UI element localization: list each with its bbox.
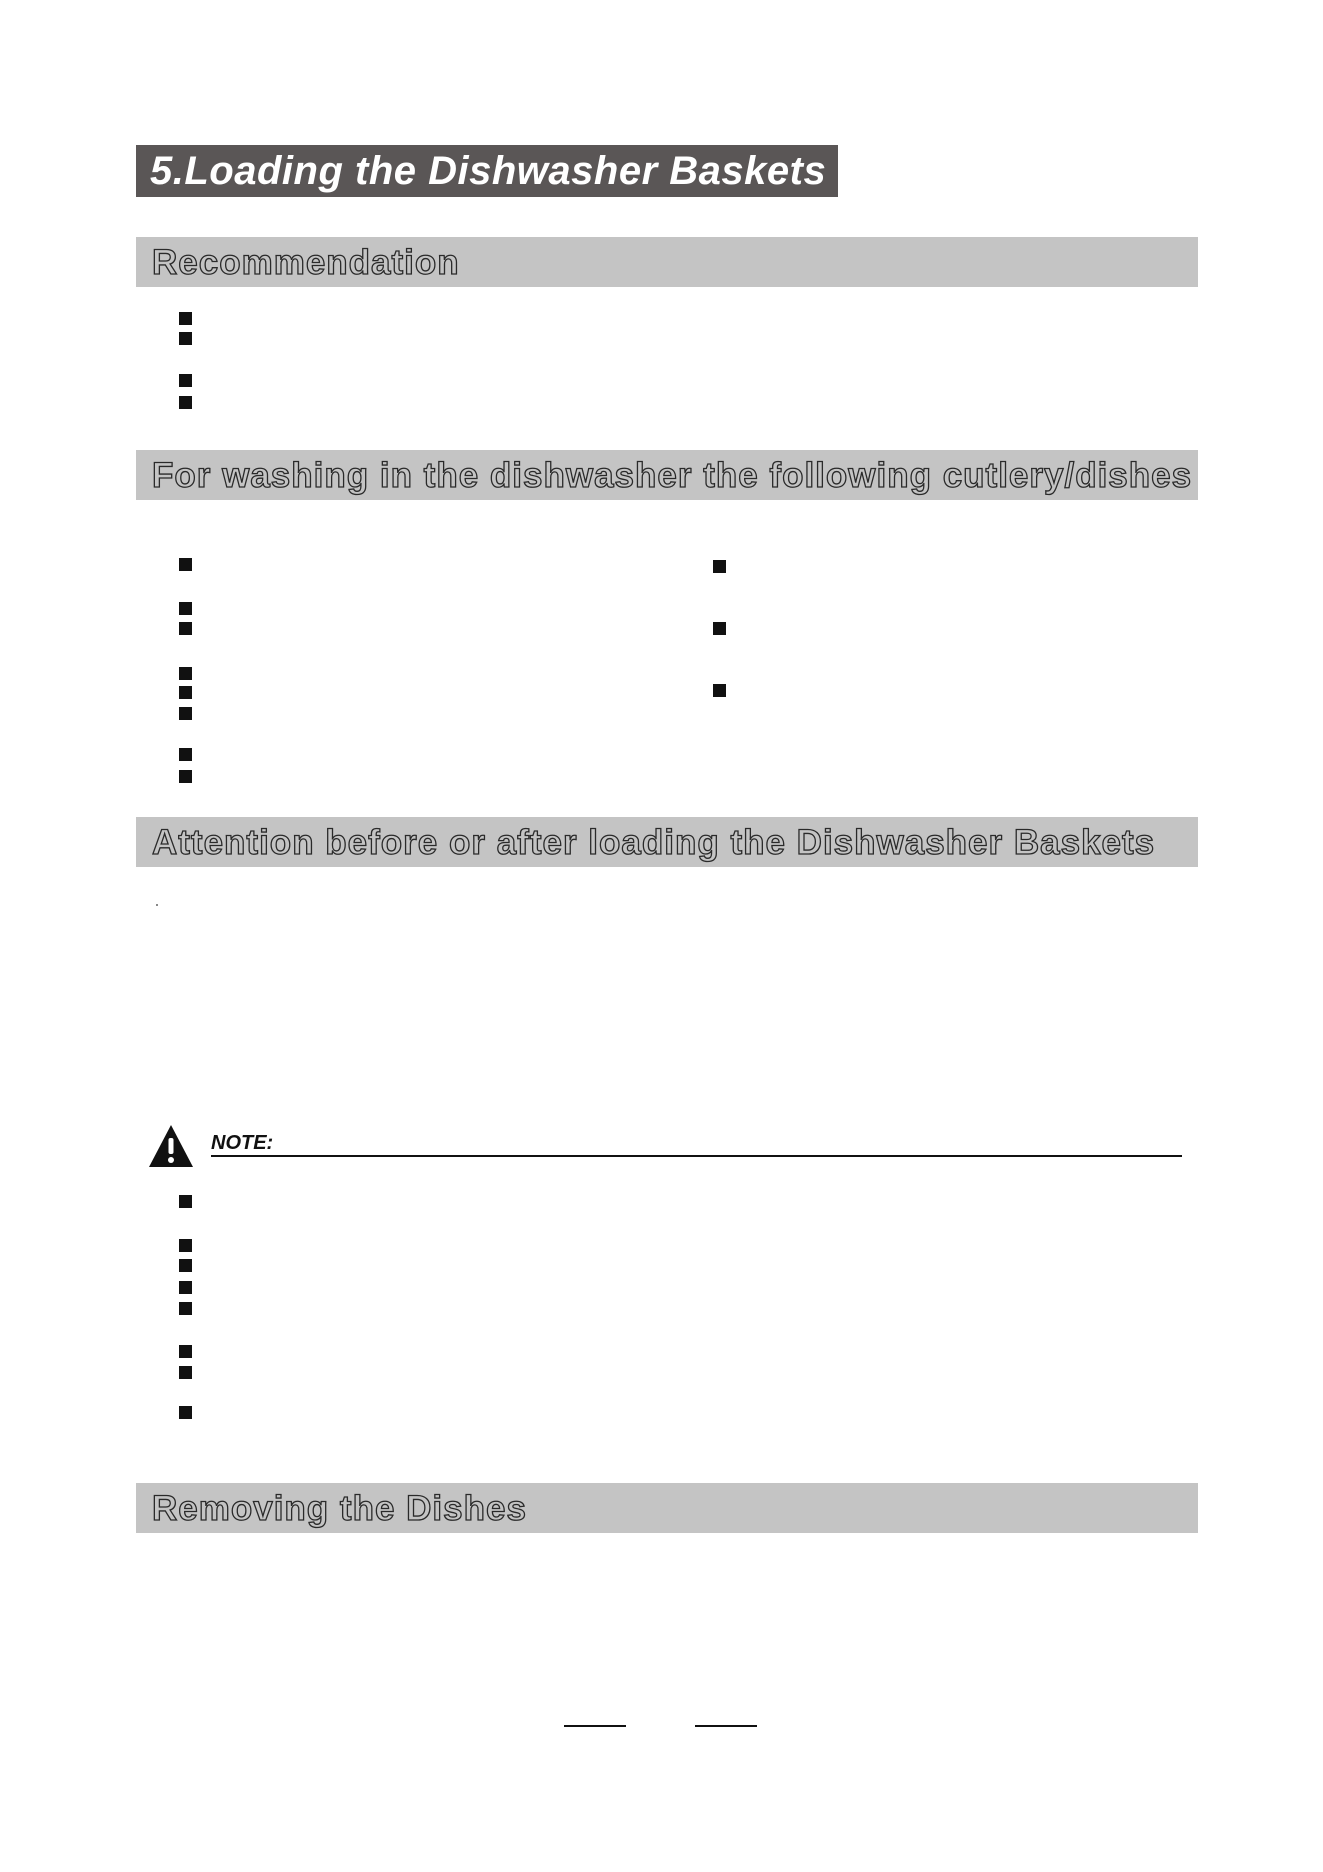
square-bullet-icon <box>179 1302 192 1315</box>
square-bullet-icon <box>179 1195 192 1208</box>
square-bullet-icon <box>179 748 192 761</box>
section-header-attention: Attention before or after loading the Dishwasher Baskets <box>136 817 1198 867</box>
footer-rule-right <box>695 1725 757 1727</box>
square-bullet-icon <box>179 396 192 409</box>
square-bullet-icon <box>179 1239 192 1252</box>
section-header-recommendation: Recommendation <box>136 237 1198 287</box>
square-bullet-icon <box>179 1281 192 1294</box>
square-bullet-icon <box>179 686 192 699</box>
warning-triangle-icon <box>148 1124 194 1168</box>
section-header-removing: Removing the Dishes <box>136 1483 1198 1533</box>
square-bullet-icon <box>179 622 192 635</box>
square-bullet-icon <box>713 622 726 635</box>
square-bullet-icon <box>179 602 192 615</box>
square-bullet-icon <box>179 374 192 387</box>
square-bullet-icon <box>179 667 192 680</box>
square-bullet-icon <box>179 312 192 325</box>
scan-speck <box>156 904 158 906</box>
square-bullet-icon <box>179 1345 192 1358</box>
square-bullet-icon <box>179 1406 192 1419</box>
square-bullet-icon <box>179 1366 192 1379</box>
square-bullet-icon <box>713 684 726 697</box>
square-bullet-icon <box>179 558 192 571</box>
square-bullet-icon <box>179 332 192 345</box>
footer-rule-left <box>564 1725 626 1727</box>
note-label: NOTE: <box>211 1132 274 1154</box>
square-bullet-icon <box>713 560 726 573</box>
page-title: 5.Loading the Dishwasher Baskets <box>136 145 838 197</box>
square-bullet-icon <box>179 770 192 783</box>
square-bullet-icon <box>179 707 192 720</box>
square-bullet-icon <box>179 1259 192 1272</box>
section-header-washing: For washing in the dishwasher the following cutlery/dishes <box>136 450 1198 500</box>
note-divider <box>211 1155 1182 1157</box>
